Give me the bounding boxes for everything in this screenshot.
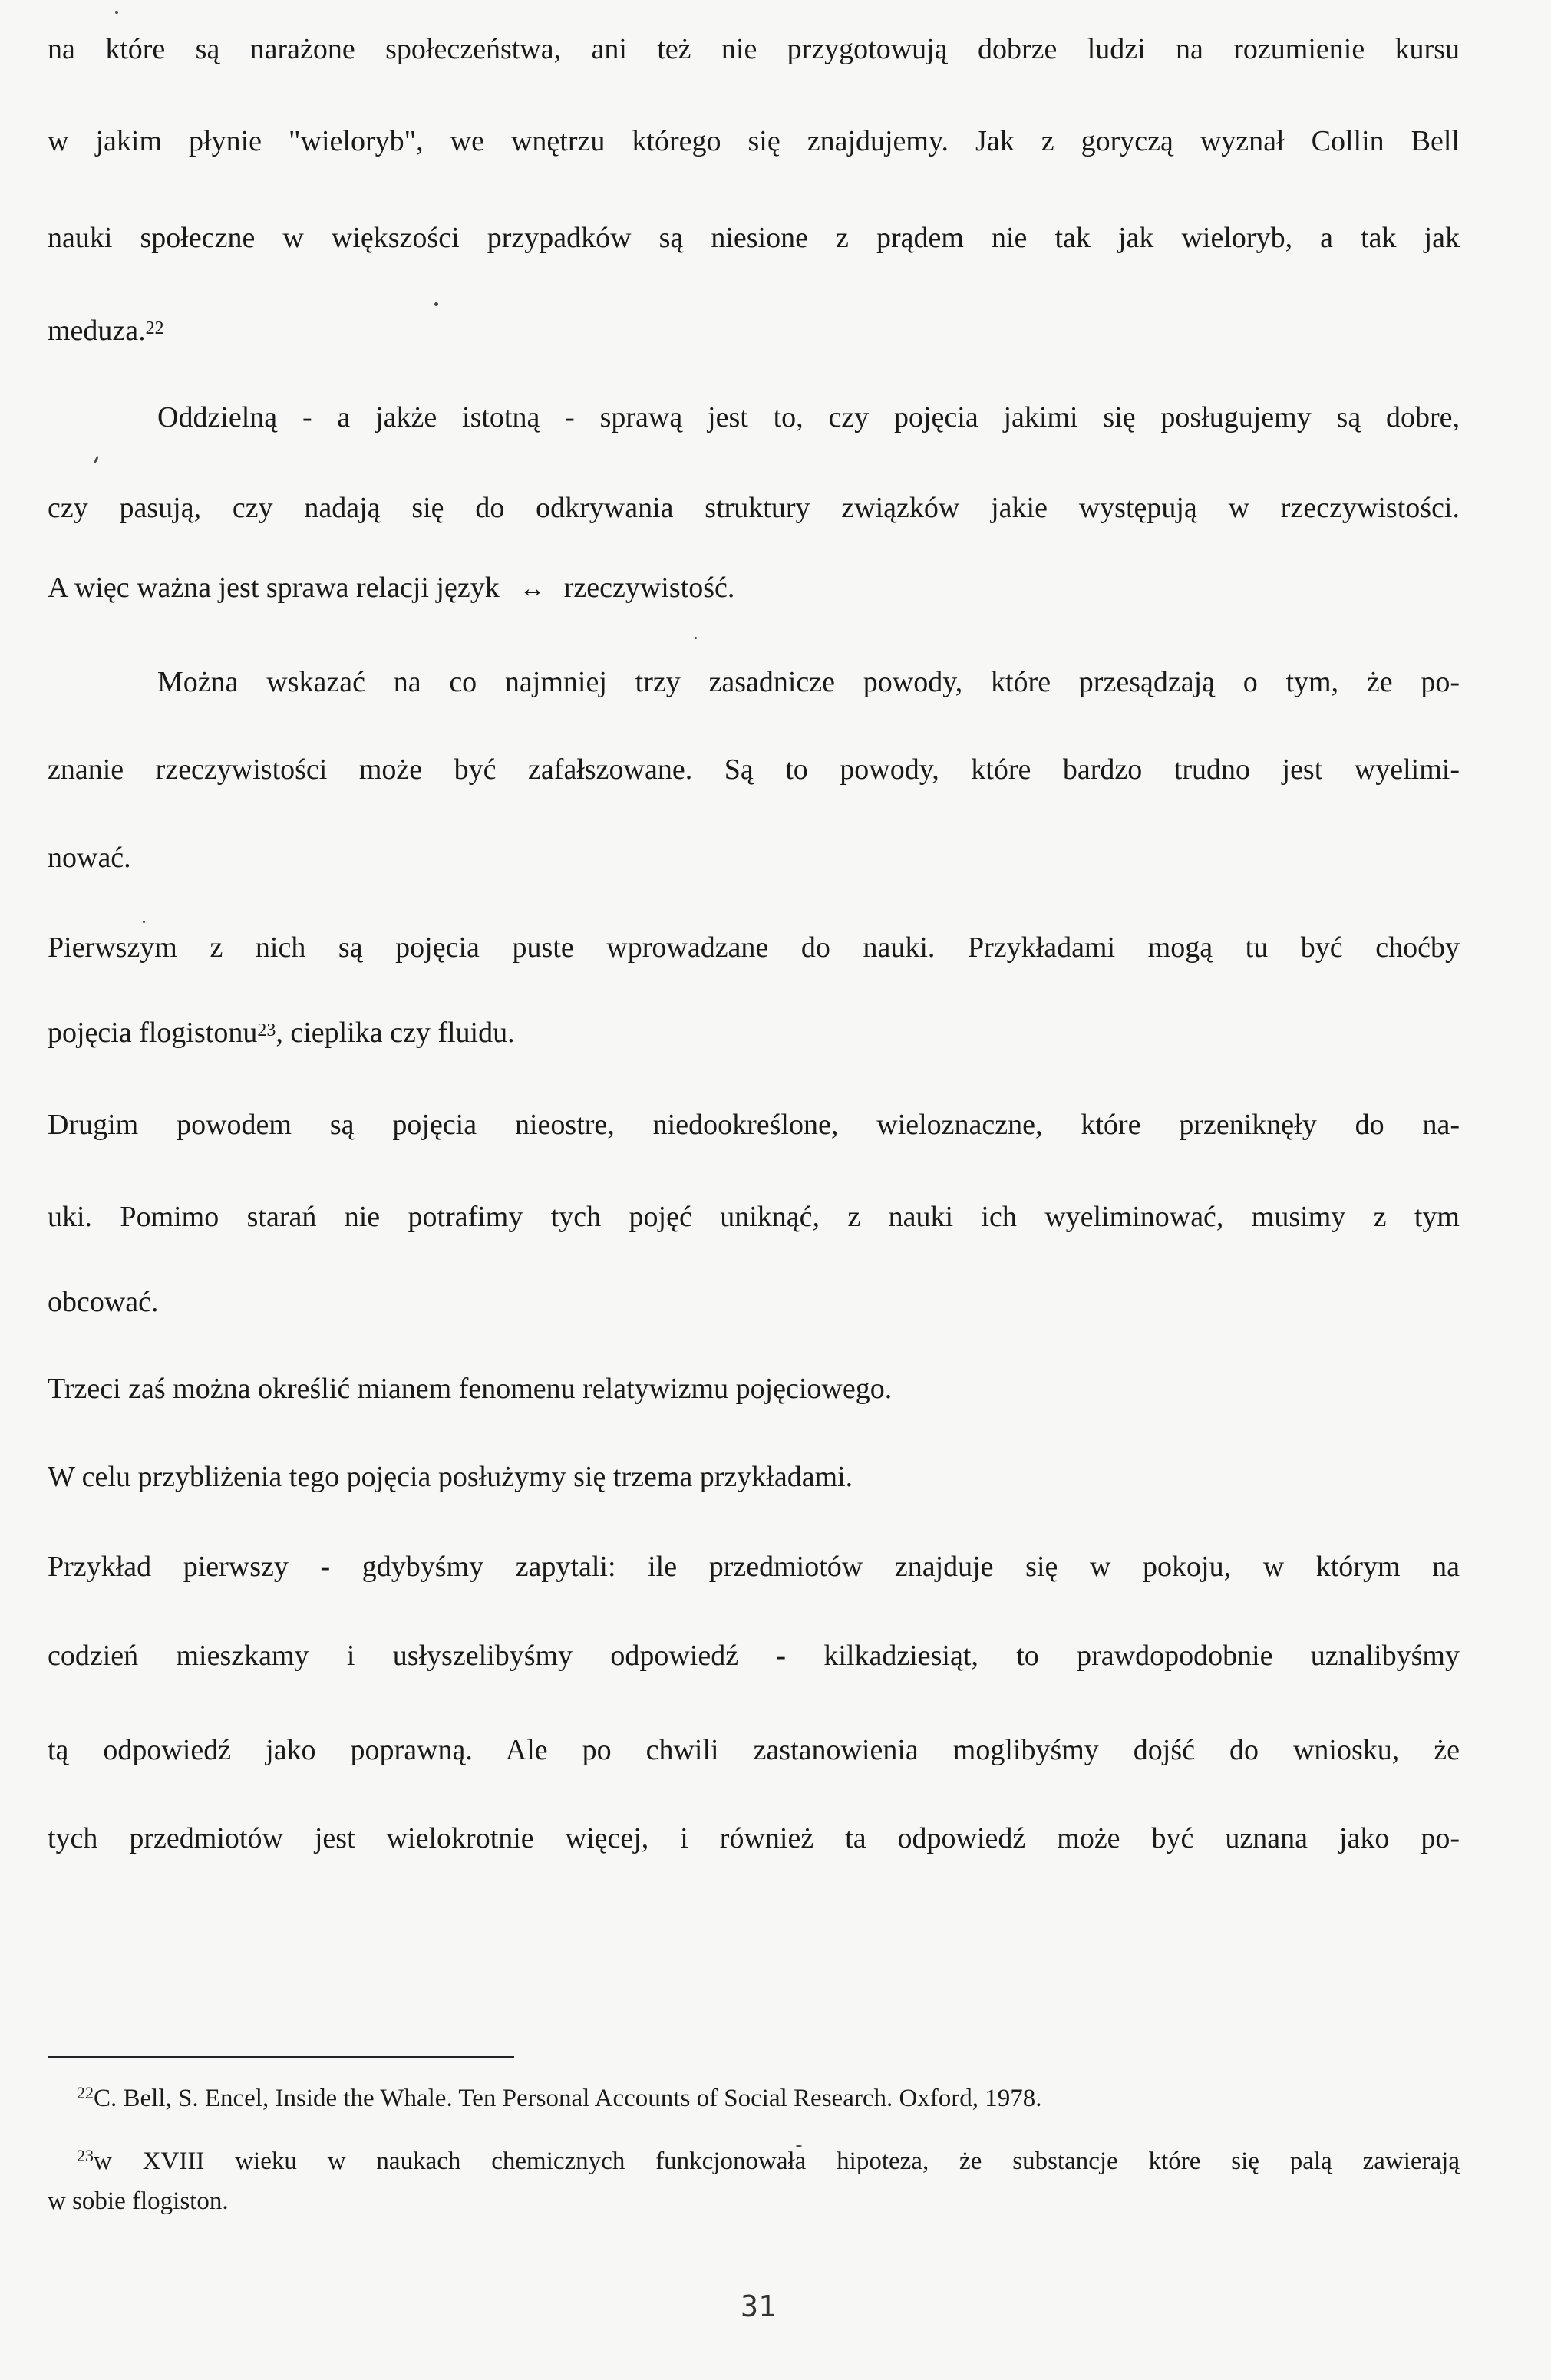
body-line-21: tych przedmiotów jest wielokrotnie więcej, i również ta odpowiedź może być uznana jako po-	[48, 1822, 1460, 1854]
body-line-4-text: meduza.	[48, 315, 146, 347]
footnote-ref-23: 23	[257, 1020, 276, 1040]
double-arrow-icon: ↔	[519, 575, 544, 603]
body-line-16: Trzeci zaś można określić mianem fenomenu relatywizmu pojęciowego.	[48, 1373, 893, 1405]
body-line-11: Pierwszym z nich są pojęcia puste wprowadzane do nauki. Przykładami mogą tu być choćby	[48, 931, 1460, 964]
body-line-19: codzień mieszkamy i usłyszelibyśmy odpowiedź - kilkadziesiąt, to prawdopodobnie uznalibyśmy	[48, 1640, 1460, 1672]
footnote-23-mark: 23	[77, 2146, 94, 2165]
footnote-23	[77, 2146, 1460, 2177]
body-line-6: czy pasują, czy nadają się do odkrywania struktury związków jakie występują w rzeczywistości.	[48, 492, 1460, 524]
footnote-ref-22: 22	[145, 318, 164, 338]
body-line-12-text-b: , cieplika czy fluidu.	[276, 1017, 515, 1049]
body-line-17: W celu przybliżenia tego pojęcia posłużymy się trzema przykładami.	[48, 1461, 853, 1493]
footnote-22-mark: 22	[77, 2083, 94, 2102]
footnote-22	[77, 2083, 1042, 2114]
body-line-8: Można wskazać na co najmniej trzy zasadnicze powody, które przesądzają o tym, że po-	[157, 666, 1460, 698]
footnote-23-continuation: w sobie flogiston.	[48, 2187, 229, 2215]
body-line-5: Oddzielną - a jakże istotną - sprawą jest to, czy pojęcia jakimi się posługujemy są dobre,	[157, 401, 1460, 433]
footnote-23-text: w XVIII wieku w naukach chemicznych funkcjonowała hipoteza, że substancje które się palą zawierają	[94, 2148, 1460, 2175]
scan-speck	[143, 921, 145, 923]
scan-speck	[94, 456, 99, 463]
body-line-3: nauki społeczne w większości przypadków są niesione z prądem nie tak jak wieloryb, a tak jak	[48, 222, 1460, 254]
body-line-14: uki. Pomimo starań nie potrafimy tych pojęć uniknąć, z nauki ich wyeliminować, musimy z tym	[48, 1201, 1460, 1233]
body-line-18: Przykład pierwszy - gdybyśmy zapytali: ile przedmiotów znajduje się w pokoju, w którym na	[48, 1551, 1460, 1583]
footnote-divider	[48, 2056, 514, 2058]
body-line-4	[48, 313, 164, 348]
body-line-7	[48, 570, 734, 607]
body-line-12-text-a: pojęcia flogistonu	[48, 1017, 258, 1049]
body-line-20: tą odpowiedź jako poprawną. Ale po chwili zastanowienia moglibyśmy dojść do wniosku, że	[48, 1734, 1460, 1766]
body-line-9: znanie rzeczywistości może być zafałszowane. Są to powody, które bardzo trudno jest wyelimi-	[48, 753, 1460, 786]
scan-speck	[796, 2145, 802, 2147]
scan-speck	[434, 302, 438, 306]
body-line-15: obcować.	[48, 1286, 159, 1318]
footnote-22-text: C. Bell, S. Encel, Inside the Whale. Ten Personal Accounts of Social Research. Oxford, 1978.	[94, 2085, 1042, 2112]
body-line-13: Drugim powodem są pojęcia nieostre, niedookreślone, wieloznaczne, które przeniknęły do na-	[48, 1109, 1460, 1141]
page-number: 31	[741, 2289, 776, 2323]
body-line-7-text-b: rzeczywistość.	[563, 572, 735, 604]
body-line-1: na które są narażone społeczeństwa, ani też nie przygotowują dobrze ludzi na rozumienie kursu	[48, 33, 1460, 65]
scan-speck	[695, 637, 697, 639]
scan-speck	[115, 11, 118, 14]
body-line-7-text-a: A więc ważna jest sprawa relacji język	[48, 572, 500, 604]
body-line-2: w jakim płynie "wieloryb", we wnętrzu którego się znajdujemy. Jak z goryczą wyznał Collin Bell	[48, 125, 1460, 157]
body-line-12	[48, 1015, 515, 1050]
body-line-10: nować.	[48, 842, 131, 874]
